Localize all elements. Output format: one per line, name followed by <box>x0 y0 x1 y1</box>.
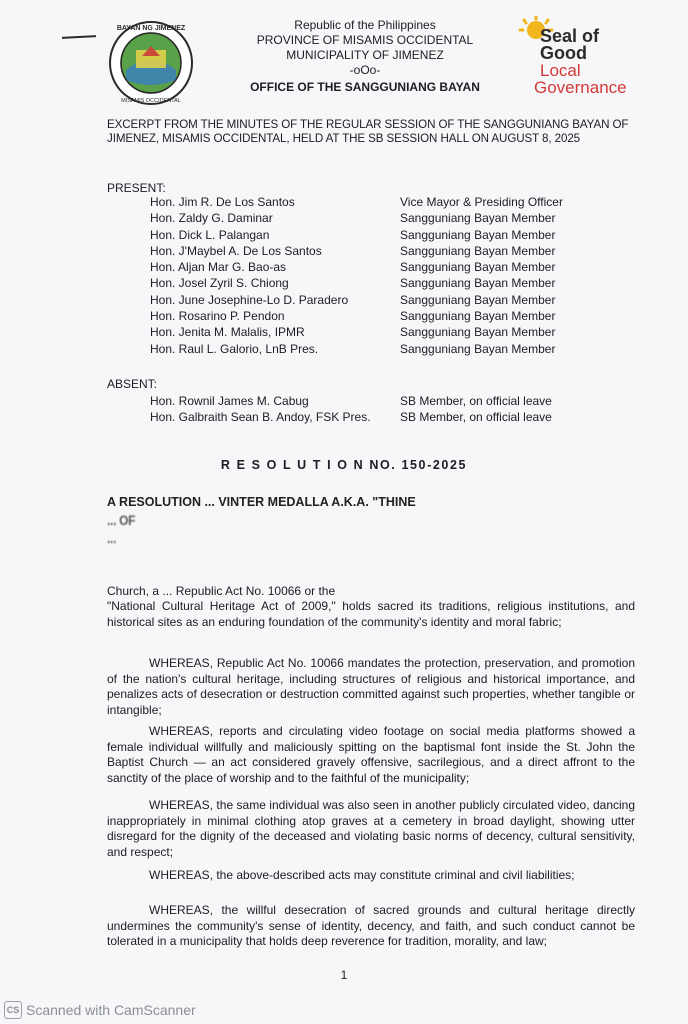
camscanner-watermark <box>4 1001 196 1019</box>
attendee-row <box>150 259 563 275</box>
absentee-name: Hon. Galbraith Sean B. Andoy, FSK Pres. <box>150 410 371 425</box>
attendee-role: Sangguniang Bayan Member <box>400 309 556 324</box>
attendee-role: Vice Mayor & Presiding Officer <box>400 195 563 209</box>
obscured-intro-line: Church, a ... Republic Act No. 10066 or the <box>107 584 336 598</box>
absentee-row <box>150 409 552 425</box>
resolution-title: R E S O L U T I O N NO. 150-2025 <box>220 458 468 472</box>
page-number: 1 <box>340 968 348 982</box>
attendee-name: Hon. Raul L. Galorio, LnB Pres. <box>150 341 319 356</box>
attendee-row <box>150 308 563 324</box>
absentee-row <box>150 393 552 409</box>
attendee-name: Hon. Dick L. Palangan <box>150 227 270 242</box>
municipal-seal-logo <box>108 20 194 106</box>
camscanner-label: Scanned with CamScanner <box>26 1002 196 1018</box>
sglg-wordmark <box>534 26 627 97</box>
republic-line: Republic of the Philippines <box>294 18 436 32</box>
attendee-role: Sangguniang Bayan Member <box>400 243 556 258</box>
municipality-line: MUNICIPALITY OF JIMENEZ <box>286 48 444 62</box>
letterhead <box>240 18 490 95</box>
attendee-role: Sangguniang Bayan Member <box>400 227 556 242</box>
attendee-name: Hon. Jim R. De Los Santos <box>150 195 295 209</box>
attendee-role: Sangguniang Bayan Member <box>400 292 556 307</box>
whereas-paragraph <box>107 656 635 718</box>
intro-paragraph: "National Cultural Heritage Act of 2009," holds sacred its traditions, religious institutions, and historical sites as an enduring foundation of the community's identity and moral fabric; <box>107 599 635 629</box>
attendee-name: Hon. Aljan Mar G. Bao-as <box>150 260 287 275</box>
attendee-row <box>150 275 563 291</box>
attendee-name: Hon. Zaldy G. Daminar <box>150 211 273 226</box>
logo-text-bottom: MISAMIS OCCIDENTAL <box>121 98 181 104</box>
attendee-name: Hon. June Josephine-Lo D. Paradero <box>150 292 349 307</box>
logo-text-top: BAYAN NG JIMENEZ <box>116 25 186 32</box>
absent-label: ABSENT: <box>107 377 158 391</box>
whereas-paragraph <box>107 798 635 860</box>
present-list <box>150 194 563 357</box>
attendee-role: Sangguniang Bayan Member <box>400 260 556 275</box>
whereas-paragraph <box>107 903 635 950</box>
attendee-name: Hon. Josel Zyril S. Chiong <box>150 276 289 291</box>
attendee-row <box>150 210 563 226</box>
absentee-role: SB Member, on official leave <box>400 410 552 425</box>
seal-line-1: Seal of <box>540 26 600 46</box>
pen-mark <box>62 35 96 39</box>
attendee-role: Sangguniang Bayan Member <box>400 341 556 356</box>
attendee-row <box>150 292 563 308</box>
obscured-line: ... OF <box>107 512 136 528</box>
attendee-name: Hon. Jenita M. Malalis, IPMR <box>150 325 305 340</box>
attendee-role: Sangguniang Bayan Member <box>400 325 556 340</box>
absent-list <box>150 393 552 426</box>
absentee-name: Hon. Rownil James M. Cabug <box>150 394 309 408</box>
whereas-text: WHEREAS, the above-described acts may constitute criminal and civil liabilities; <box>149 868 575 882</box>
attendee-row <box>150 227 563 243</box>
excerpt-heading: EXCERPT FROM THE MINUTES OF THE REGULAR SESSION OF THE SANGGUNIANG BAYAN OF JIMENEZ, MISAMIS OCCIDENTAL, HELD AT THE SB SESSION HALL ON AUGUST 8, 2025 <box>107 118 629 145</box>
attendee-row <box>150 194 563 210</box>
attendee-row <box>150 324 563 340</box>
attendee-role: Sangguniang Bayan Member <box>400 211 556 226</box>
whereas-text: WHEREAS, the willful desecration of sacred grounds and cultural heritage directly undermines the community's sense of identity, decency, and faith, and such conduct cannot be tolerated in a municipality that holds deep reverence for tradition, morality, and law; <box>107 903 635 949</box>
seal-line-3: Local <box>540 61 581 80</box>
obscured-line: ... <box>107 530 117 546</box>
resolution-title-line: A RESOLUTION ... VINTER MEDALLA A.K.A. "THINE <box>107 495 416 508</box>
attendee-row <box>150 341 563 357</box>
whereas-text: WHEREAS, reports and circulating video footage on social media platforms showed a female individual willfully and maliciously spitting on the baptismal font inside the St. John the Baptist Church — an act considered gravely offensive, sacrilegious, and a direct affront to the sanctity of the place of worship and to the faithful of the municipality; <box>107 724 635 785</box>
whereas-paragraph <box>107 868 635 884</box>
whereas-text: WHEREAS, Republic Act No. 10066 mandates the protection, preservation, and promotion of the nation's cultural heritage, including structures of religious and historical importance, and penalizes acts of desecration or destruction committed against such properties, whether tangible or intangible; <box>107 656 635 717</box>
seal-line-4: Governance <box>534 78 627 97</box>
office-line: OFFICE OF THE SANGGUNIANG BAYAN <box>250 80 480 94</box>
absentee-role: SB Member, on official leave <box>400 394 552 408</box>
redacted-resolution-heading <box>107 490 635 548</box>
whereas-paragraph <box>107 724 635 786</box>
camscanner-icon: CS <box>4 1001 22 1019</box>
present-label: PRESENT: <box>107 181 166 195</box>
whereas-text: WHEREAS, the same individual was also seen in another publicly circulated video, dancing inappropriately in minimal clothing atop graves at a cemetery in broad daylight, showing utter disregard for the dignity of the deceased and violating basic norms of decency, cultural sensitivity, and respect; <box>107 798 635 859</box>
attendee-name: Hon. J'Maybel A. De Los Santos <box>150 243 322 258</box>
separator-line: -oOo- <box>349 63 381 77</box>
attendee-name: Hon. Rosarino P. Pendon <box>150 309 285 324</box>
seal-line-2: Good <box>540 43 587 63</box>
attendee-role: Sangguniang Bayan Member <box>400 276 556 291</box>
province-line: PROVINCE OF MISAMIS OCCIDENTAL <box>256 33 474 47</box>
attendee-row <box>150 243 563 259</box>
